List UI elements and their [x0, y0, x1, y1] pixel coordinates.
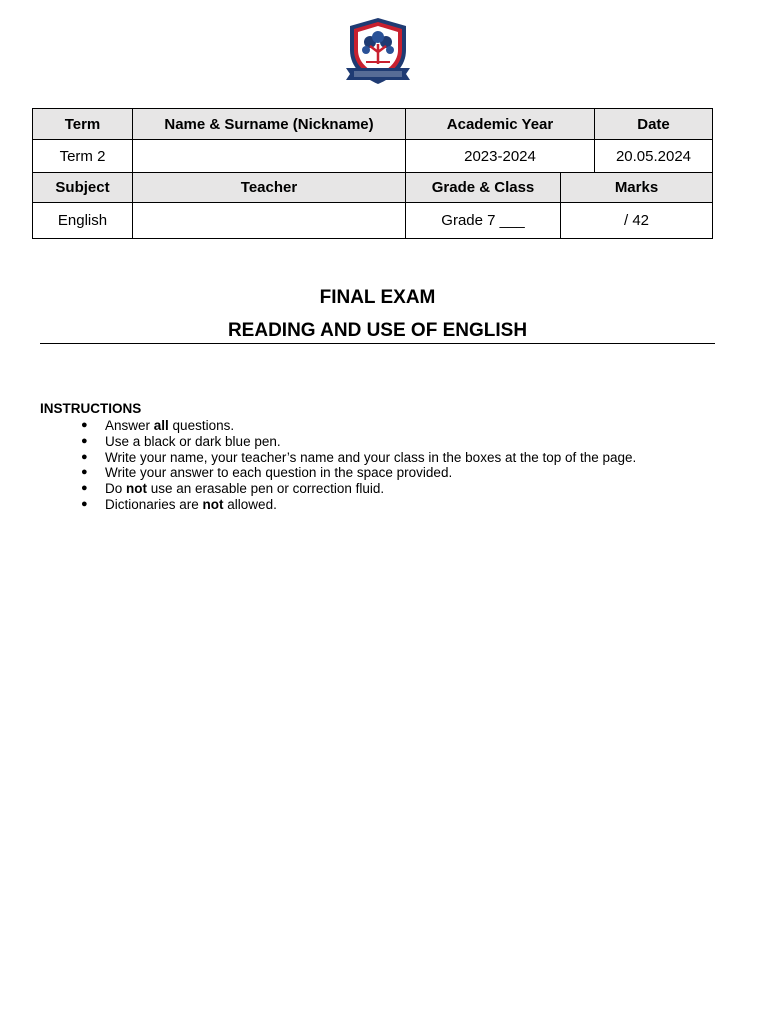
name-surname-label: Name & Surname (Nickname)	[133, 109, 406, 140]
marks-value: / 42	[561, 202, 713, 238]
bullet-icon: ●	[81, 450, 88, 463]
bullet-icon: ●	[81, 419, 88, 431]
term-label: Term	[33, 109, 133, 140]
exam-info-table	[32, 108, 713, 239]
exam-title: FINAL EXAM	[319, 287, 436, 308]
bullet-icon: ●	[81, 497, 88, 510]
bullet-icon: ●	[81, 482, 88, 495]
list-item: ● Do not use an erasable pen or correction fluid.	[81, 481, 385, 497]
bullet-icon: ●	[81, 434, 88, 447]
list-item: ● Write your answer to each question in the space provided.	[81, 465, 453, 481]
subject-value: English	[33, 202, 133, 238]
info-table-header-row	[33, 109, 713, 140]
exam-subtitle: READING AND USE OF ENGLISH	[227, 320, 528, 341]
list-item: ● Answer all questions.	[81, 418, 235, 433]
title-divider	[40, 343, 715, 344]
instructions-list	[81, 418, 636, 513]
school-crest-logo	[344, 16, 412, 86]
grade-class-field[interactable]: Grade 7 ___	[406, 202, 561, 238]
marks-label: Marks	[561, 173, 713, 202]
instructions-heading: INSTRUCTIONS	[40, 401, 142, 416]
academic-year-value: 2023-2024	[406, 140, 595, 173]
info-table-header-row-2	[33, 173, 713, 202]
name-surname-field[interactable]	[133, 140, 406, 173]
academic-year-label: Academic Year	[406, 109, 595, 140]
info-table-value-row-2	[33, 202, 713, 238]
date-value: 20.05.2024	[595, 140, 713, 173]
bullet-icon: ●	[81, 466, 88, 479]
term-value: Term 2	[33, 140, 133, 173]
teacher-label: Teacher	[133, 173, 406, 202]
grade-class-label: Grade & Class	[406, 173, 561, 202]
list-item: ● Use a black or dark blue pen.	[81, 433, 281, 449]
info-table-value-row	[33, 140, 713, 173]
teacher-field[interactable]	[133, 202, 406, 238]
list-item: ● Dictionaries are not allowed.	[81, 496, 277, 512]
subject-label: Subject	[33, 173, 133, 202]
date-label: Date	[595, 109, 713, 140]
list-item: ● Write your name, your teacher’s name and your class in the boxes at the top of the page.	[81, 449, 637, 465]
